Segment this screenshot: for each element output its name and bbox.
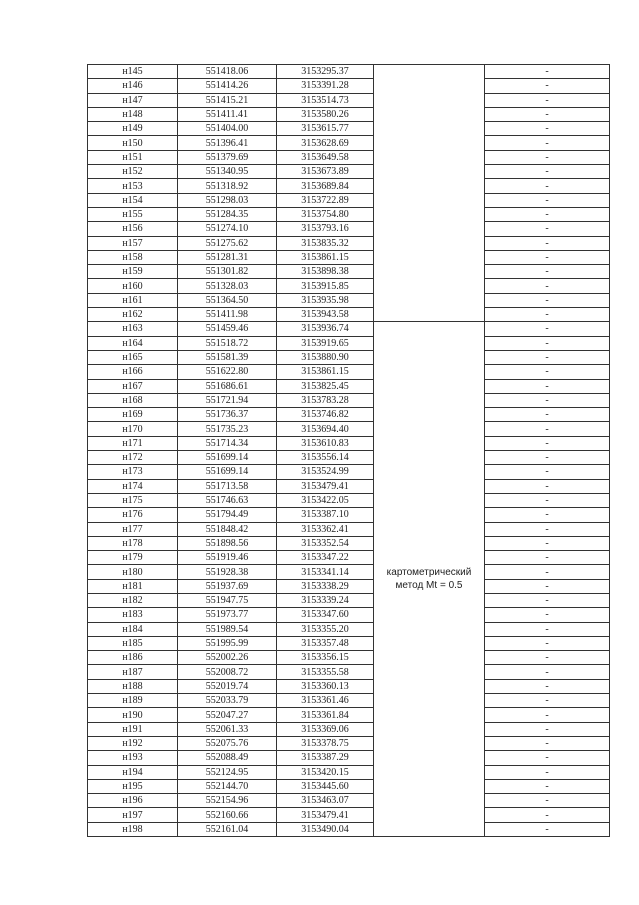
y-coordinate-cell: 3153746.82 — [277, 408, 374, 422]
y-coordinate-cell: 3153628.69 — [277, 136, 374, 150]
table-row — [88, 636, 610, 650]
table-row — [88, 736, 610, 750]
x-coordinate-cell: 551414.26 — [178, 79, 277, 93]
table-row — [88, 279, 610, 293]
table-row — [88, 408, 610, 422]
point-id-cell: н149 — [88, 122, 178, 136]
x-coordinate-cell: 551736.37 — [178, 408, 277, 422]
dash-cell: - — [485, 293, 610, 307]
point-id-cell: н172 — [88, 451, 178, 465]
dash-cell: - — [485, 207, 610, 221]
dash-cell: - — [485, 379, 610, 393]
dash-cell: - — [485, 765, 610, 779]
point-id-cell: н182 — [88, 593, 178, 607]
point-id-cell: н192 — [88, 736, 178, 750]
dash-cell: - — [485, 708, 610, 722]
point-id-cell: н166 — [88, 365, 178, 379]
y-coordinate-cell: 3153361.46 — [277, 694, 374, 708]
point-id-cell: н193 — [88, 751, 178, 765]
x-coordinate-cell: 551735.23 — [178, 422, 277, 436]
dash-cell: - — [485, 451, 610, 465]
x-coordinate-cell: 551848.42 — [178, 522, 277, 536]
x-coordinate-cell: 551459.46 — [178, 322, 277, 336]
dash-cell: - — [485, 122, 610, 136]
x-coordinate-cell: 551411.41 — [178, 107, 277, 121]
y-coordinate-cell: 3153514.73 — [277, 93, 374, 107]
dash-cell: - — [485, 265, 610, 279]
x-coordinate-cell: 552019.74 — [178, 679, 277, 693]
y-coordinate-cell: 3153580.26 — [277, 107, 374, 121]
dash-cell: - — [485, 322, 610, 336]
x-coordinate-cell: 551411.98 — [178, 308, 277, 322]
dash-cell: - — [485, 822, 610, 836]
dash-cell: - — [485, 651, 610, 665]
table-row — [88, 365, 610, 379]
dash-cell: - — [485, 422, 610, 436]
dash-cell: - — [485, 593, 610, 607]
dash-cell: - — [485, 107, 610, 121]
table-row — [88, 651, 610, 665]
point-id-cell: н162 — [88, 308, 178, 322]
x-coordinate-cell: 551973.77 — [178, 608, 277, 622]
point-id-cell: н154 — [88, 193, 178, 207]
table-row — [88, 65, 610, 79]
y-coordinate-cell: 3153649.58 — [277, 150, 374, 164]
table-row — [88, 165, 610, 179]
point-id-cell: н151 — [88, 150, 178, 164]
table-row — [88, 265, 610, 279]
dash-cell: - — [485, 136, 610, 150]
dash-cell: - — [485, 722, 610, 736]
table-row — [88, 193, 610, 207]
point-id-cell: н145 — [88, 65, 178, 79]
x-coordinate-cell: 552124.95 — [178, 765, 277, 779]
x-coordinate-cell: 551989.54 — [178, 622, 277, 636]
x-coordinate-cell: 551340.95 — [178, 165, 277, 179]
x-coordinate-cell: 551919.46 — [178, 551, 277, 565]
dash-cell: - — [485, 508, 610, 522]
y-coordinate-cell: 3153338.29 — [277, 579, 374, 593]
table-row — [88, 236, 610, 250]
y-coordinate-cell: 3153378.75 — [277, 736, 374, 750]
table-row — [88, 822, 610, 836]
y-coordinate-cell: 3153295.37 — [277, 65, 374, 79]
dash-cell: - — [485, 522, 610, 536]
dash-cell: - — [485, 408, 610, 422]
x-coordinate-cell: 551284.35 — [178, 207, 277, 221]
table-row — [88, 150, 610, 164]
x-coordinate-cell: 552075.76 — [178, 736, 277, 750]
x-coordinate-cell: 551898.56 — [178, 536, 277, 550]
point-id-cell: н167 — [88, 379, 178, 393]
point-id-cell: н174 — [88, 479, 178, 493]
x-coordinate-cell: 551301.82 — [178, 265, 277, 279]
y-coordinate-cell: 3153722.89 — [277, 193, 374, 207]
point-id-cell: н164 — [88, 336, 178, 350]
table-row — [88, 508, 610, 522]
dash-cell: - — [485, 551, 610, 565]
table-row — [88, 308, 610, 322]
point-id-cell: н147 — [88, 93, 178, 107]
table-row — [88, 250, 610, 264]
y-coordinate-cell: 3153347.22 — [277, 551, 374, 565]
y-coordinate-cell: 3153387.10 — [277, 508, 374, 522]
method-note-line: метод Mt = 0.5 — [395, 580, 463, 592]
y-coordinate-cell: 3153463.07 — [277, 794, 374, 808]
y-coordinate-cell: 3153825.45 — [277, 379, 374, 393]
x-coordinate-cell: 551415.21 — [178, 93, 277, 107]
point-id-cell: н155 — [88, 207, 178, 221]
x-coordinate-cell: 552154.96 — [178, 794, 277, 808]
table-row — [88, 479, 610, 493]
table-row — [88, 393, 610, 407]
y-coordinate-cell: 3153490.04 — [277, 822, 374, 836]
point-id-cell: н173 — [88, 465, 178, 479]
y-coordinate-cell: 3153694.40 — [277, 422, 374, 436]
table-row — [88, 779, 610, 793]
x-coordinate-cell: 551298.03 — [178, 193, 277, 207]
y-coordinate-cell: 3153361.84 — [277, 708, 374, 722]
x-coordinate-cell: 552088.49 — [178, 751, 277, 765]
table-row — [88, 751, 610, 765]
point-id-cell: н160 — [88, 279, 178, 293]
table-row — [88, 93, 610, 107]
x-coordinate-cell: 552161.04 — [178, 822, 277, 836]
y-coordinate-cell: 3153524.99 — [277, 465, 374, 479]
table-row — [88, 679, 610, 693]
point-id-cell: н183 — [88, 608, 178, 622]
table-row — [88, 808, 610, 822]
point-id-cell: н179 — [88, 551, 178, 565]
point-id-cell: н168 — [88, 393, 178, 407]
dash-cell: - — [485, 493, 610, 507]
dash-cell: - — [485, 808, 610, 822]
table-row — [88, 694, 610, 708]
x-coordinate-cell: 551699.14 — [178, 451, 277, 465]
table-row — [88, 608, 610, 622]
x-coordinate-cell: 551275.62 — [178, 236, 277, 250]
y-coordinate-cell: 3153943.58 — [277, 308, 374, 322]
y-coordinate-cell: 3153835.32 — [277, 236, 374, 250]
method-note-line: картометрический — [386, 567, 472, 579]
table-row — [88, 451, 610, 465]
x-coordinate-cell: 551995.99 — [178, 636, 277, 650]
x-coordinate-cell: 551937.69 — [178, 579, 277, 593]
point-id-cell: н197 — [88, 808, 178, 822]
table-row — [88, 179, 610, 193]
x-coordinate-cell: 551318.92 — [178, 179, 277, 193]
dash-cell: - — [485, 222, 610, 236]
table-row — [88, 79, 610, 93]
dash-cell: - — [485, 250, 610, 264]
point-id-cell: н190 — [88, 708, 178, 722]
table-row — [88, 293, 610, 307]
dash-cell: - — [485, 393, 610, 407]
point-id-cell: н191 — [88, 722, 178, 736]
y-coordinate-cell: 3153387.29 — [277, 751, 374, 765]
point-id-cell: н159 — [88, 265, 178, 279]
x-coordinate-cell: 552160.66 — [178, 808, 277, 822]
table-row — [88, 722, 610, 736]
table-row — [88, 122, 610, 136]
x-coordinate-cell: 551928.38 — [178, 565, 277, 579]
dash-cell: - — [485, 622, 610, 636]
x-coordinate-cell: 551518.72 — [178, 336, 277, 350]
dash-cell: - — [485, 308, 610, 322]
x-coordinate-cell: 552008.72 — [178, 665, 277, 679]
point-id-cell: н152 — [88, 165, 178, 179]
dash-cell: - — [485, 751, 610, 765]
x-coordinate-cell: 551418.06 — [178, 65, 277, 79]
x-coordinate-cell: 552061.33 — [178, 722, 277, 736]
dash-cell: - — [485, 536, 610, 550]
dash-cell: - — [485, 679, 610, 693]
y-coordinate-cell: 3153754.80 — [277, 207, 374, 221]
y-coordinate-cell: 3153355.58 — [277, 665, 374, 679]
table-row — [88, 794, 610, 808]
y-coordinate-cell: 3153880.90 — [277, 350, 374, 364]
point-id-cell: н198 — [88, 822, 178, 836]
table-row — [88, 622, 610, 636]
point-id-cell: н161 — [88, 293, 178, 307]
x-coordinate-cell: 551714.34 — [178, 436, 277, 450]
table-row — [88, 136, 610, 150]
y-coordinate-cell: 3153356.15 — [277, 651, 374, 665]
x-coordinate-cell: 551364.50 — [178, 293, 277, 307]
x-coordinate-cell: 552033.79 — [178, 694, 277, 708]
x-coordinate-cell: 551794.49 — [178, 508, 277, 522]
point-id-cell: н177 — [88, 522, 178, 536]
point-id-cell: н188 — [88, 679, 178, 693]
dash-cell: - — [485, 93, 610, 107]
dash-cell: - — [485, 794, 610, 808]
point-id-cell: н176 — [88, 508, 178, 522]
x-coordinate-cell: 552002.26 — [178, 651, 277, 665]
table-row — [88, 379, 610, 393]
dash-cell: - — [485, 779, 610, 793]
y-coordinate-cell: 3153898.38 — [277, 265, 374, 279]
dash-cell: - — [485, 65, 610, 79]
y-coordinate-cell: 3153861.15 — [277, 365, 374, 379]
table-row — [88, 465, 610, 479]
x-coordinate-cell: 551396.41 — [178, 136, 277, 150]
point-id-cell: н175 — [88, 493, 178, 507]
point-id-cell: н171 — [88, 436, 178, 450]
x-coordinate-cell: 551281.31 — [178, 250, 277, 264]
table-row — [88, 436, 610, 450]
y-coordinate-cell: 3153355.20 — [277, 622, 374, 636]
x-coordinate-cell: 551686.61 — [178, 379, 277, 393]
dash-cell: - — [485, 465, 610, 479]
point-id-cell: н194 — [88, 765, 178, 779]
point-id-cell: н163 — [88, 322, 178, 336]
point-id-cell: н184 — [88, 622, 178, 636]
method-cell — [374, 322, 485, 837]
table-row — [88, 493, 610, 507]
dash-cell: - — [485, 179, 610, 193]
y-coordinate-cell: 3153369.06 — [277, 722, 374, 736]
y-coordinate-cell: 3153479.41 — [277, 479, 374, 493]
dash-cell: - — [485, 665, 610, 679]
dash-cell: - — [485, 236, 610, 250]
point-id-cell: н157 — [88, 236, 178, 250]
y-coordinate-cell: 3153556.14 — [277, 451, 374, 465]
point-id-cell: н146 — [88, 79, 178, 93]
table-row — [88, 536, 610, 550]
dash-cell: - — [485, 79, 610, 93]
x-coordinate-cell: 551721.94 — [178, 393, 277, 407]
table-row — [88, 565, 610, 579]
y-coordinate-cell: 3153341.14 — [277, 565, 374, 579]
point-id-cell: н153 — [88, 179, 178, 193]
table-row — [88, 322, 610, 336]
x-coordinate-cell: 551622.80 — [178, 365, 277, 379]
dash-cell: - — [485, 608, 610, 622]
point-id-cell: н189 — [88, 694, 178, 708]
y-coordinate-cell: 3153673.89 — [277, 165, 374, 179]
y-coordinate-cell: 3153615.77 — [277, 122, 374, 136]
point-id-cell: н158 — [88, 250, 178, 264]
y-coordinate-cell: 3153362.41 — [277, 522, 374, 536]
table-row — [88, 708, 610, 722]
dash-cell: - — [485, 479, 610, 493]
x-coordinate-cell: 551274.10 — [178, 222, 277, 236]
dash-cell: - — [485, 436, 610, 450]
point-id-cell: н186 — [88, 651, 178, 665]
dash-cell: - — [485, 193, 610, 207]
x-coordinate-cell: 552047.27 — [178, 708, 277, 722]
y-coordinate-cell: 3153360.13 — [277, 679, 374, 693]
point-id-cell: н181 — [88, 579, 178, 593]
point-id-cell: н150 — [88, 136, 178, 150]
x-coordinate-cell: 551713.58 — [178, 479, 277, 493]
y-coordinate-cell: 3153935.98 — [277, 293, 374, 307]
y-coordinate-cell: 3153919.65 — [277, 336, 374, 350]
point-id-cell: н169 — [88, 408, 178, 422]
y-coordinate-cell: 3153479.41 — [277, 808, 374, 822]
coordinates-table-body — [88, 65, 610, 837]
y-coordinate-cell: 3153861.15 — [277, 250, 374, 264]
x-coordinate-cell: 551581.39 — [178, 350, 277, 364]
dash-cell: - — [485, 579, 610, 593]
table-row — [88, 551, 610, 565]
dash-cell: - — [485, 150, 610, 164]
x-coordinate-cell: 551699.14 — [178, 465, 277, 479]
dash-cell: - — [485, 336, 610, 350]
y-coordinate-cell: 3153689.84 — [277, 179, 374, 193]
point-id-cell: н165 — [88, 350, 178, 364]
y-coordinate-cell: 3153445.60 — [277, 779, 374, 793]
x-coordinate-cell: 551379.69 — [178, 150, 277, 164]
x-coordinate-cell: 552144.70 — [178, 779, 277, 793]
dash-cell: - — [485, 694, 610, 708]
y-coordinate-cell: 3153357.48 — [277, 636, 374, 650]
point-id-cell: н195 — [88, 779, 178, 793]
y-coordinate-cell: 3153352.54 — [277, 536, 374, 550]
dash-cell: - — [485, 350, 610, 364]
x-coordinate-cell: 551404.00 — [178, 122, 277, 136]
point-id-cell: н185 — [88, 636, 178, 650]
y-coordinate-cell: 3153391.28 — [277, 79, 374, 93]
table-row — [88, 765, 610, 779]
y-coordinate-cell: 3153915.85 — [277, 279, 374, 293]
dash-cell: - — [485, 365, 610, 379]
point-id-cell: н178 — [88, 536, 178, 550]
point-id-cell: н156 — [88, 222, 178, 236]
table-row — [88, 422, 610, 436]
table-row — [88, 222, 610, 236]
dash-cell: - — [485, 565, 610, 579]
table-row — [88, 665, 610, 679]
table-row — [88, 107, 610, 121]
y-coordinate-cell: 3153420.15 — [277, 765, 374, 779]
dash-cell: - — [485, 636, 610, 650]
x-coordinate-cell: 551947.75 — [178, 593, 277, 607]
method-cell-empty — [374, 65, 485, 322]
y-coordinate-cell: 3153793.16 — [277, 222, 374, 236]
point-id-cell: н180 — [88, 565, 178, 579]
table-row — [88, 522, 610, 536]
y-coordinate-cell: 3153936.74 — [277, 322, 374, 336]
point-id-cell: н170 — [88, 422, 178, 436]
y-coordinate-cell: 3153422.05 — [277, 493, 374, 507]
y-coordinate-cell: 3153610.83 — [277, 436, 374, 450]
coordinates-table — [87, 64, 610, 837]
y-coordinate-cell: 3153339.24 — [277, 593, 374, 607]
point-id-cell: н187 — [88, 665, 178, 679]
table-row — [88, 593, 610, 607]
point-id-cell: н196 — [88, 794, 178, 808]
dash-cell: - — [485, 279, 610, 293]
table-row — [88, 579, 610, 593]
table-row — [88, 207, 610, 221]
dash-cell: - — [485, 165, 610, 179]
y-coordinate-cell: 3153783.28 — [277, 393, 374, 407]
table-row — [88, 350, 610, 364]
dash-cell: - — [485, 736, 610, 750]
x-coordinate-cell: 551746.63 — [178, 493, 277, 507]
y-coordinate-cell: 3153347.60 — [277, 608, 374, 622]
point-id-cell: н148 — [88, 107, 178, 121]
x-coordinate-cell: 551328.03 — [178, 279, 277, 293]
table-row — [88, 336, 610, 350]
